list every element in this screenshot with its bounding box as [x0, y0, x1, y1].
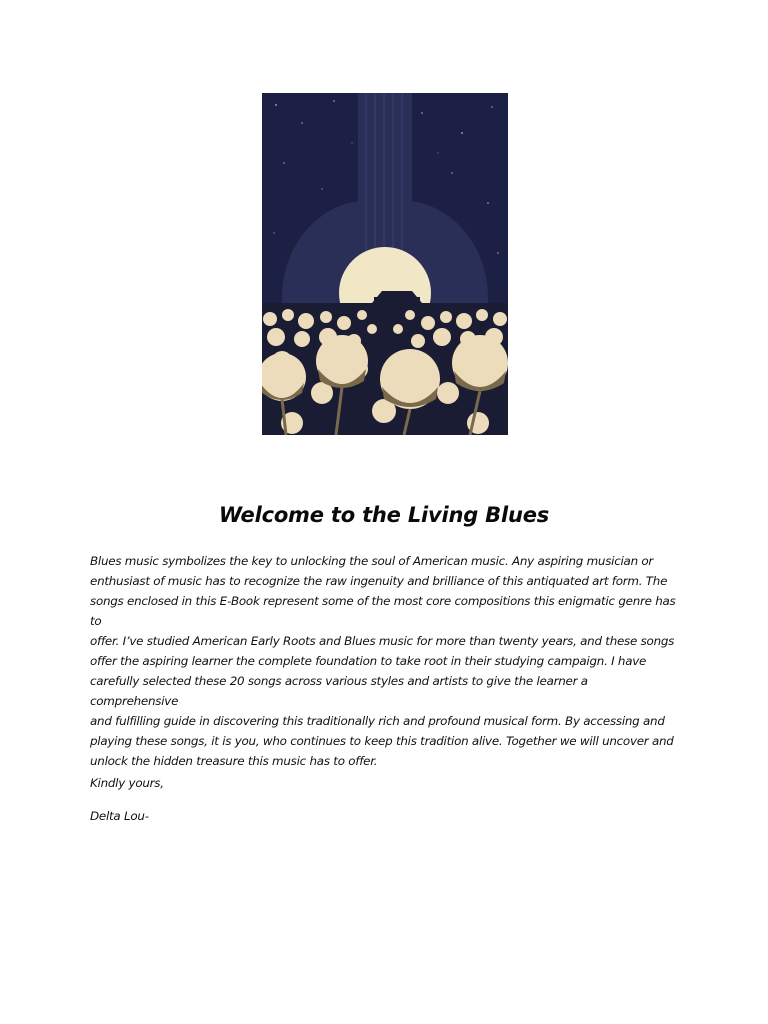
document-title: Welcome to the Living Blues [218, 503, 550, 527]
cover-illustration-svg [262, 93, 508, 435]
closing-line: Kindly yours, [90, 776, 164, 790]
body-paragraph: Blues music symbolizes the key to unlocking the soul of American music. Any aspiring musician or enthusiast of music has to recognize the raw ingenuity and brilliance of this antiquated art form. The songs enclosed in this E-Book represent some of the most core compositions this enigmatic genre has to offer. I’ve studied American Early Roots and Blues music for more than twenty years, and these songs offer the aspiring learner the complete foundation to take root in their studying campaign. I have carefully selected these 20 songs across various styles and artists to give the learner a comprehensive and fulfilling guide in discovering this traditionally rich and profound musical form. By accessing and playing these songs, it is you, who continues to keep this tradition alive. Together we will uncover and unlock the hidden treasure this music has to offer. [90, 554, 676, 768]
cover-illustration [262, 93, 508, 435]
signature-line: Delta Lou- [90, 809, 149, 823]
